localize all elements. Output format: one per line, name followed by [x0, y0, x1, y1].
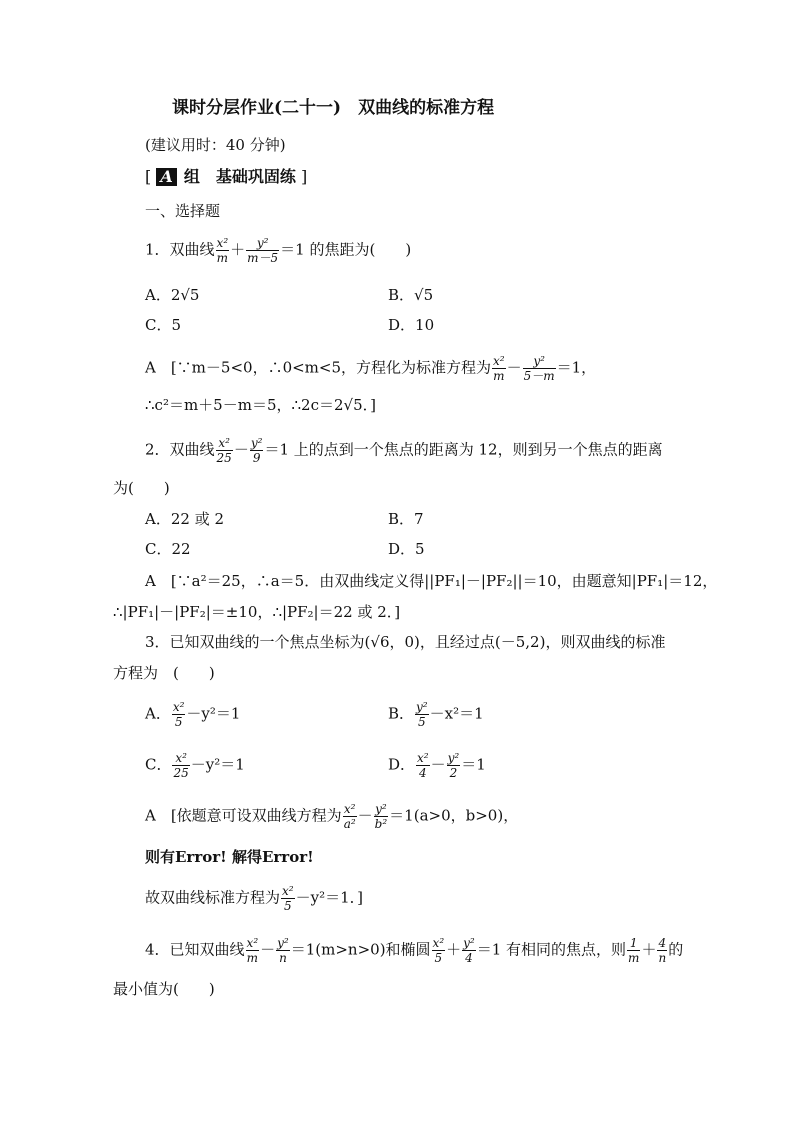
frac: $\frac{\text{y²}}{5}$	[416, 700, 428, 729]
frac: $\frac{\text{x²}}{25}$	[216, 436, 232, 465]
frac: $\frac{\text{y²}}{2}$	[447, 751, 460, 780]
q1-option-a[interactable]: A．2√5	[145, 286, 200, 304]
q2-stem: 2．双曲线 $\frac{\text{x²}}{25}$ － $\frac{\text{y²}}{9}$ ＝1 上的点到一个焦点的距离为 12，则到另一个焦点的距离	[145, 436, 663, 465]
q2-option-b[interactable]: B．7	[388, 510, 424, 528]
q3-option-d[interactable]: D． $\frac{\text{x²}}{4}$ － $\frac{\text{y²}}{2}$ ＝1	[388, 751, 486, 780]
frac: $\frac{\text{y²}}{5-m}$	[523, 354, 555, 383]
frac: $\frac{\text{y²}}{\text{b²}}$	[374, 802, 388, 831]
q3-option-b[interactable]: B． $\frac{\text{y²}}{5}$ －x²＝1	[388, 700, 484, 729]
q2-option-a[interactable]: A．22 或 2	[145, 510, 224, 528]
q2-option-c[interactable]: C．22	[145, 540, 191, 558]
section-heading: 一、选择题	[145, 202, 221, 220]
frac: $\frac{\text{x²}}{4}$	[417, 751, 429, 780]
q1-option-b[interactable]: B．√5	[388, 286, 434, 304]
frac: $\frac{\text{y²}}{4}$	[463, 936, 475, 965]
page-title: 课时分层作业(二十一) 双曲线的标准方程	[172, 98, 495, 118]
q4-stem-line2: 最小值为( )	[113, 980, 215, 998]
q3-answer-line3: 故双曲线标准方程为 $\frac{\text{x²}}{5}$ －y²＝1．]	[145, 884, 363, 913]
frac: $\frac{\text{x²}}{5}$	[282, 884, 294, 913]
q1-lead: 1．双曲线	[145, 240, 215, 259]
q1-answer-line2: ∴c²＝m＋5－m＝5，∴2c＝2√5．]	[145, 396, 376, 414]
q1-option-d[interactable]: D．10	[388, 316, 435, 334]
q3-answer-line1: A [依题意可设双曲线方程为 $\frac{\text{x²}}{\text{a²}}$ － $\frac{\text{y²}}{\text{b²}}$ ＝1(a>0，b>0)，	[145, 802, 519, 831]
q1-stem: 1．双曲线 $\frac{\text{x²}}{m}$ ＋ $\frac{\text{y²}}{m-5}$ ＝1 的焦距为( )	[145, 236, 412, 265]
frac: $\frac{\text{y²}}{m-5}$	[247, 236, 279, 265]
frac: $\frac{\text{y²}}{9}$	[250, 436, 263, 465]
frac: $\frac{\text{x²}}{m}$	[493, 354, 505, 383]
q4-stem: 4．已知双曲线 $\frac{\text{x²}}{m}$ － $\frac{\text{y²}}{n}$ ＝1(m>n>0)和椭圆 $\frac{\text{x²}}{5}$ ＋ $\frac{\text{y²}}{4}$ ＝1 有相同的焦点，则 $\frac{1}{m}$ ＋ $\frac{4}{n}$ 的	[145, 936, 684, 965]
q1-answer-line1: A [∵m－5<0，∴0<m<5，方程化为标准方程为 $\frac{\text{x²}}{m}$ － $\frac{\text{y²}}{5-m}$ ＝1，	[145, 354, 597, 383]
frac: $\frac{4}{n}$	[658, 936, 667, 965]
q2-stem-line2: 为( )	[113, 479, 170, 497]
group-label: 组 基础巩固练	[183, 167, 296, 186]
q3-stem-line1: 3．已知双曲线的一个焦点坐标为(√6，0)，且经过点(－5,2)，则双曲线的标准	[145, 633, 666, 651]
q3-answer-line2: 则有Error! 解得Error!	[145, 848, 314, 866]
q3-stem-line2: 方程为 ( )	[113, 664, 215, 682]
frac: $\frac{\text{x²}}{5}$	[172, 700, 185, 729]
group-heading	[145, 168, 307, 186]
frac: $\frac{\text{x²}}{5}$	[432, 936, 445, 965]
frac: $\frac{\text{y²}}{n}$	[277, 936, 289, 965]
frac: $\frac{\text{x²}}{25}$	[173, 751, 189, 780]
q2-option-d[interactable]: D．5	[388, 540, 425, 558]
q3-option-c[interactable]: C． $\frac{\text{x²}}{25}$ －y²＝1	[145, 751, 245, 780]
q2-answer-line2: ∴|PF₁|－|PF₂|＝±10，∴|PF₂|＝22 或 2．]	[113, 603, 401, 621]
q1-tail: ＝1 的焦距为( )	[280, 240, 412, 259]
bracket-close: ]	[300, 167, 308, 186]
bracket-open: [	[145, 167, 152, 186]
q1-option-c[interactable]: C．5	[145, 316, 182, 334]
q2-answer-line1: A [∵a²＝25，∴a＝5．由双曲线定义得||PF₁|－|PF₂||＝10，由题意知|PF₁|＝12，	[145, 572, 718, 590]
frac: $\frac{\text{x²}}{\text{a²}}$	[343, 802, 356, 831]
q3-option-a[interactable]: A． $\frac{\text{x²}}{5}$ －y²＝1	[145, 700, 241, 729]
frac: $\frac{1}{m}$	[628, 936, 640, 965]
frac: $\frac{\text{x²}}{m}$	[246, 936, 259, 965]
group-badge: A	[156, 168, 176, 186]
suggested-time: (建议用时：40 分钟)	[145, 136, 286, 154]
frac: $\frac{\text{x²}}{m}$	[216, 236, 229, 265]
